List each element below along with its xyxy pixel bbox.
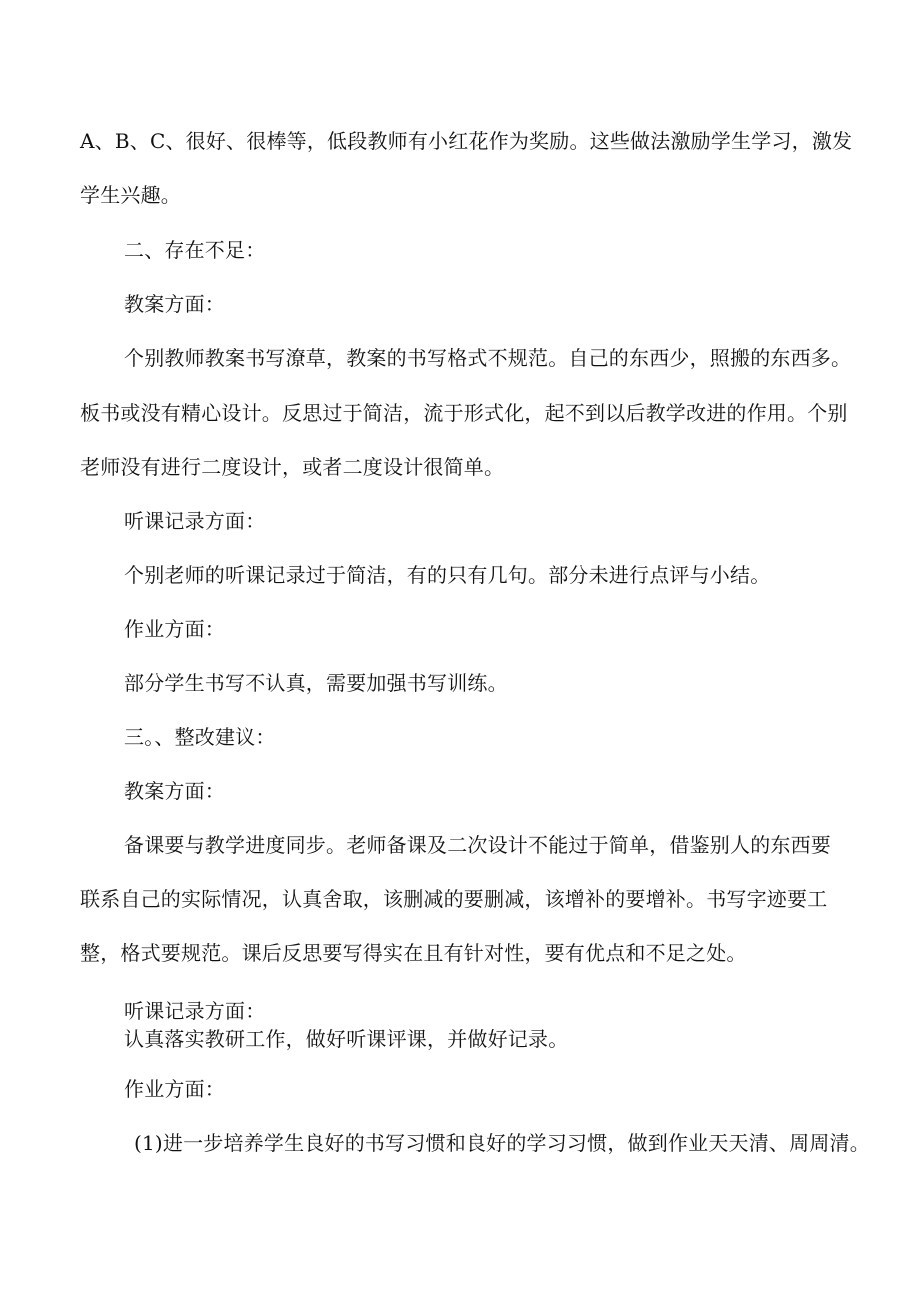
subsection-heading: 作业方面： (124, 1077, 225, 1101)
section-heading: 二、存在不足： (124, 238, 266, 262)
paragraph-line: A、B、C、很好、很棒等，低段教师有小红花作为奖励。这些做法激励学生学习，激发 (80, 129, 853, 153)
section-heading: 三。、整改建议： (124, 725, 276, 749)
subsection-heading: 教案方面： (124, 779, 225, 803)
paragraph-line: 部分学生书写不认真，需要加强书写训练。 (124, 671, 508, 695)
paragraph-line: 联系自己的实际情况，认真舍取，该删减的要删减，该增补的要增补。书写字迹要工 (80, 887, 828, 911)
paragraph-line: 个别教师教案书写潦草，教案的书写格式不规范。自己的东西少，照搬的东西多。 (124, 346, 852, 370)
paragraph-line: 板书或没有精心设计。反思过于简洁，流于形式化，起不到以后教学改进的作用。个别 (80, 401, 848, 425)
subsection-heading: 听课记录方面： (124, 999, 266, 1023)
subsection-heading: 教案方面： (124, 292, 225, 316)
list-item: (1)进一步培养学生良好的书写习惯和良好的学习习惯，做到作业天天清、周周清。 (134, 1131, 870, 1155)
paragraph-line: 认真落实教研工作，做好听课评课，并做好记录。 (124, 1027, 569, 1051)
paragraph-line: 备课要与教学进度同步。老师备课及二次设计不能过于简单，借鉴别人的东西要 (124, 833, 831, 857)
paragraph-line: 学生兴趣。 (80, 183, 181, 207)
paragraph-line: 个别老师的听课记录过于简洁，有的只有几句。部分未进行点评与小结。 (124, 563, 771, 587)
paragraph-line: 整，格式要规范。课后反思要写得实在且有针对性，要有优点和不足之处。 (80, 941, 747, 965)
paragraph-line: 老师没有进行二度设计，或者二度设计很简单。 (80, 455, 505, 479)
subsection-heading: 听课记录方面： (124, 509, 266, 533)
subsection-heading: 作业方面： (124, 617, 225, 641)
